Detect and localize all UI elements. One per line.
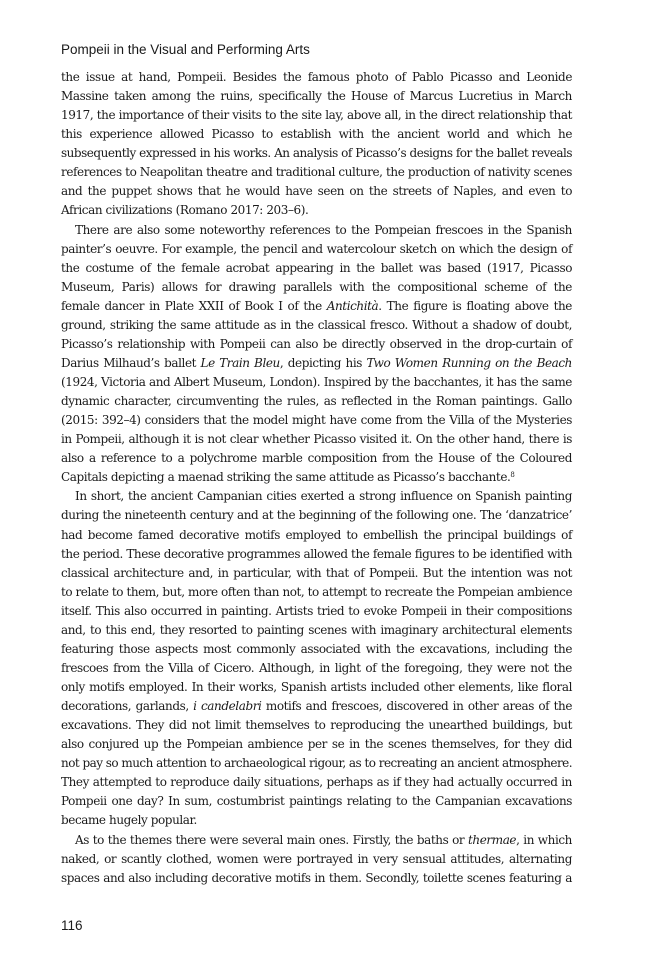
text-run: 1917, the importance of their visits to the site lay, above all, in the direct relationship that — [61, 108, 572, 123]
italic-text: Antichità — [326, 298, 379, 313]
text-run: spaces and also including decorative motifs in them. Secondly, toilette scenes featuring a — [61, 870, 572, 885]
text-line — [61, 583, 572, 602]
text-run: also a reference to a polychrome marble composition from the House of the Coloured — [61, 451, 572, 466]
text-run: excavations. They did not limit themselves to reproducing the unearthed buildings, but — [61, 718, 572, 733]
text-line — [61, 811, 572, 830]
text-run: during the nineteenth century and at the beginning of the following one. The ‘danzatrice’ — [61, 508, 572, 523]
text-run: dynamic character, circumventing the rules, as reflected in the Roman paintings. Gallo — [61, 394, 572, 409]
text-run: Picasso’s relationship with Pompeii can also be directly observed in the drop-curtain of — [61, 336, 572, 351]
body-text — [61, 68, 572, 888]
text-run: , in which — [516, 832, 572, 847]
text-line — [61, 182, 572, 201]
text-run: female dancer in Plate XXII of Book I of the — [61, 298, 327, 313]
text-line — [61, 850, 572, 869]
italic-text: Le Train Bleu — [200, 355, 280, 370]
text-line — [61, 354, 572, 373]
text-run: Pompeii one day? In sum, costumbrist paintings relating to the Campanian excavations — [61, 794, 572, 809]
text-run: Massine taken among the ruins, specifically the House of Marcus Lucretius in March — [61, 89, 572, 104]
text-run: naked, or scantly clothed, women were portrayed in very sensual attitudes, alternating — [61, 851, 572, 866]
text-run: decorations, garlands, — [61, 699, 194, 714]
text-run: There are also some noteworthy references to the Pompeian frescoes in the Spanish — [75, 222, 572, 237]
text-run: painter’s oeuvre. For example, the pencil and watercolour sketch on which the design of — [61, 241, 572, 256]
text-run: (2015: 392–4) considers that the model might have come from the Villa of the Mysteries — [61, 413, 572, 428]
text-run: In short, the ancient Campanian cities exerted a strong influence on Spanish painting — [75, 489, 572, 504]
text-line — [61, 201, 572, 220]
text-line — [61, 144, 572, 163]
text-line — [61, 240, 572, 259]
paragraph — [61, 68, 572, 221]
text-line — [61, 125, 572, 144]
paragraph — [61, 831, 572, 888]
text-line — [61, 487, 572, 506]
text-run: . The figure is floating above the — [378, 298, 572, 313]
text-run: had become famed decorative motifs employed to embellish the principal buildings of — [61, 527, 572, 542]
text-line — [61, 869, 572, 888]
text-line — [61, 430, 572, 449]
paragraph — [61, 221, 572, 488]
text-line — [61, 297, 572, 316]
footnote-marker: 8 — [510, 471, 515, 480]
text-line — [61, 640, 572, 659]
text-run: to relate to them, but, more often than not, to attempt to recreate the Pompeian ambience — [61, 584, 573, 599]
text-line — [61, 68, 572, 87]
text-run: became hugely popular. — [61, 813, 197, 828]
text-line — [61, 621, 572, 640]
text-run: (1924, Victoria and Albert Museum, London). Inspired by the bacchantes, it has the same — [61, 375, 572, 389]
text-run: in Pompeii, although it is not clear whether Picasso visited it. On the other hand, there is — [61, 432, 572, 447]
text-run: also conjured up the Pompeian ambience per se in the scenes themselves, for they did — [61, 737, 572, 752]
text-line — [61, 735, 572, 754]
italic-text: i candelabri — [193, 699, 262, 714]
text-line — [61, 392, 572, 411]
text-run: and, to this end, they resorted to painting scenes with imaginary architectural elements — [61, 622, 572, 637]
text-run: the period. These decorative programmes allowed the female figures to be identified with — [61, 546, 573, 561]
text-line — [61, 373, 572, 392]
text-run: African civilizations (Romano 2017: 203–6). — [61, 203, 309, 218]
text-run: this experience allowed Picasso to establish with the ancient world and which he — [61, 127, 572, 142]
text-run: featuring those aspects most commonly associated with the excavations, including the — [61, 641, 572, 656]
text-line — [61, 221, 572, 240]
text-run: the costume of the female acrobat appearing in the ballet was based (1917, Picasso — [61, 260, 572, 275]
text-line — [61, 449, 572, 468]
text-line — [61, 754, 572, 773]
text-run: As to the themes there were several main ones. Firstly, the baths or — [75, 832, 469, 847]
text-line — [61, 259, 572, 278]
text-line — [61, 659, 572, 678]
text-line — [61, 163, 572, 182]
text-run: frescoes from the Villa of Cicero. Although, in light of the foregoing, they were not the — [61, 660, 572, 675]
text-line — [61, 106, 572, 125]
text-line — [61, 564, 572, 583]
page-number: 116 — [61, 918, 83, 933]
text-line — [61, 316, 572, 335]
running-head: Pompeii in the Visual and Performing Arts — [61, 42, 310, 57]
text-run: Darius Milhaud’s ballet — [61, 355, 201, 370]
text-run: and the puppet shows that he would have seen on the streets of Naples, and even to — [61, 184, 572, 199]
text-line — [61, 831, 572, 850]
paragraph — [61, 487, 572, 830]
text-line — [61, 602, 572, 621]
text-line — [61, 678, 572, 697]
italic-text: thermae — [468, 832, 517, 847]
text-run: classical architecture and, in particular, with that of Pompeii. But the intention was not — [61, 565, 572, 580]
text-run: motifs and frescoes, discovered in other areas of the — [261, 699, 573, 714]
text-line — [61, 526, 572, 545]
text-run: Museum, Paris) allows for drawing parallels with the compositional scheme of the — [61, 279, 572, 294]
text-line — [61, 773, 572, 792]
text-run: ground, striking the same attitude as in the classical fresco. Without a shadow of doubt, — [61, 317, 572, 332]
italic-text: Two Women Running on the Beach — [366, 355, 572, 370]
text-line — [61, 411, 572, 430]
text-run: , depicting his — [279, 355, 367, 370]
text-line — [61, 87, 572, 106]
text-run: itself. This also occurred in painting. Artists tried to evoke Pompeii in their compositions — [61, 603, 572, 618]
text-run: not pay so much attention to archaeological rigour, as to recreating an ancient atmosphere. — [61, 756, 572, 771]
text-run: Capitals depicting a maenad striking the same attitude as Picasso’s bacchante. — [61, 470, 511, 485]
text-line — [61, 716, 572, 735]
text-line — [61, 506, 572, 525]
text-line — [61, 468, 572, 487]
text-line — [61, 697, 572, 716]
text-line — [61, 792, 572, 811]
text-run: references to Neapolitan theatre and traditional culture, the production of nativity scenes — [61, 165, 572, 180]
text-line — [61, 278, 572, 297]
text-line — [61, 335, 572, 354]
text-run: only motifs employed. In their works, Spanish artists included other elements, like floral — [61, 680, 572, 694]
text-run: They attempted to reproduce daily situations, perhaps as if they had actually occurred in — [61, 775, 572, 790]
text-run: the issue at hand, Pompeii. Besides the famous photo of Pablo Picasso and Leonide — [61, 70, 572, 84]
text-line — [61, 545, 572, 564]
text-run: subsequently expressed in his works. An analysis of Picasso’s designs for the ballet reveals — [61, 146, 573, 161]
